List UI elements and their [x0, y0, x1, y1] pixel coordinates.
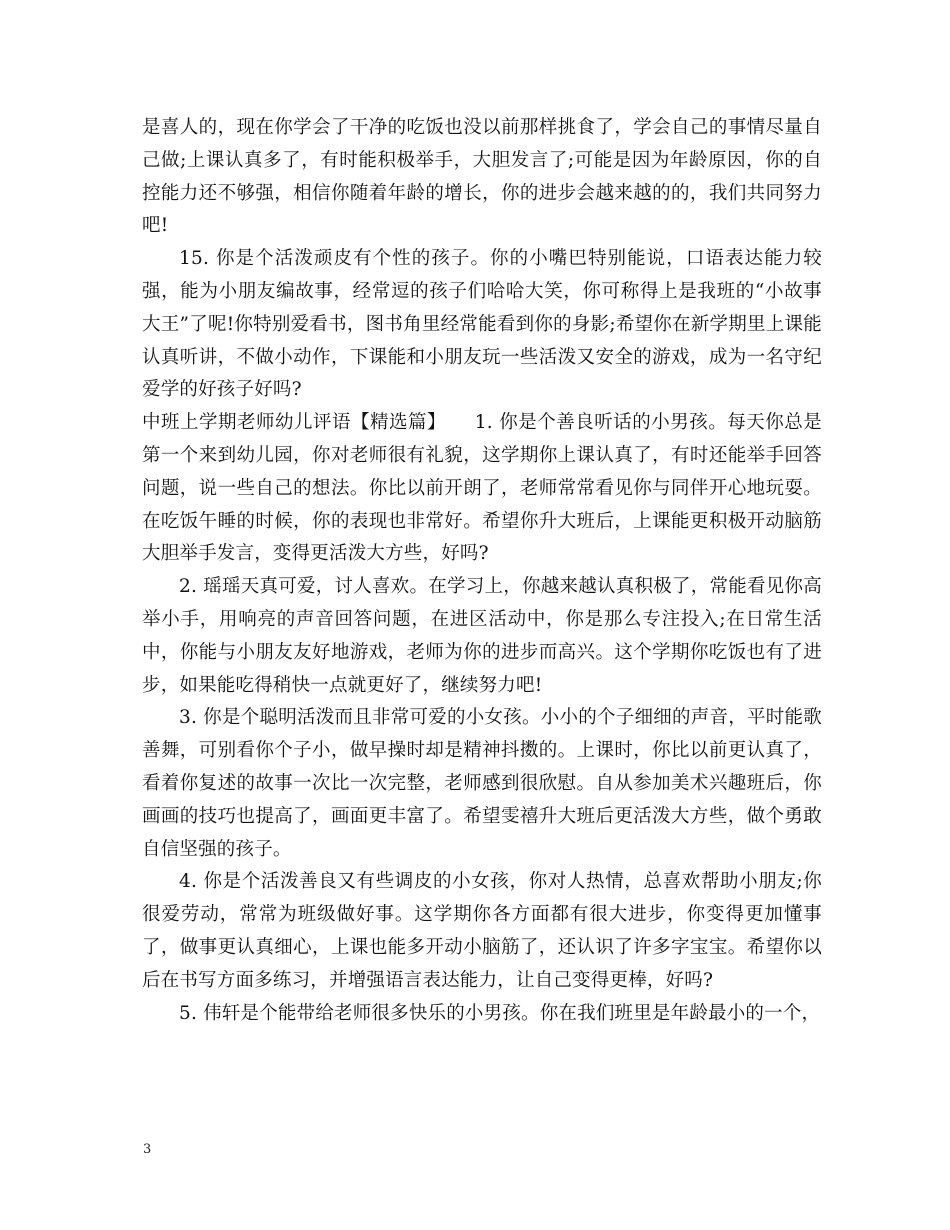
paragraph-comment-15: 15. 你是个活泼顽皮有个性的孩子。你的小嘴巴特别能说，口语表达能力较强，能为小朋友编故事，经常逗的孩子们哈哈大笑，你可称得上是我班的“小故事大王”了呢!你特别爱看书，图书角里经常能看到你的身影;希望你在新学期里上课能认真听讲，不做小动作，下课能和小朋友玩一些活泼又安全的游戏，成为一名守纪爱学的好孩子好吗? — [142, 248, 822, 401]
paragraph-comment-5: 5. 伟轩是个能带给老师很多快乐的小男孩。你在我们班里是年龄最小的一个， — [179, 1002, 821, 1024]
paragraph-comment-3: 3. 你是个聪明活泼而且非常可爱的小女孩。小小的个子细细的声音，平时能歌善舞，可别看你个子小，做早操时却是精神抖擞的。上课时，你比以前更认真了，看着你复述的故事一次比一次完整，老师感到很欣慰。自从参加美术兴趣班后，你画画的技巧也提高了，画面更丰富了。希望雯禧升大班后更活泼大方些，做个勇敢自信坚强的孩子。 — [142, 707, 823, 860]
paragraph-continuation: 是喜人的，现在你学会了干净的吃饭也没以前那样挑食了，学会自己的事情尽量自己做;上课认真多了，有时能积极举手，大胆发言了;可能是因为年龄原因，你的自控能力还不够强，相信你随着年龄的增长，你的进步会越来越的的，我们共同努力吧! — [142, 117, 822, 237]
document-body — [142, 112, 822, 1030]
page-number: 3 — [143, 1142, 152, 1157]
paragraph-comment-4: 4. 你是个活泼善良又有些调皮的小女孩，你对人热情，总喜欢帮助小朋友;你很爱劳动，常常为班级做好事。这学期你各方面都有很大进步，你变得更加懂事了，做事更认真细心，上课也能多开动小脑筋了，还认识了许多字宝宝。希望你以后在书写方面多练习，并增强语言表达能力，让自己变得更棒，好吗? — [142, 871, 822, 991]
paragraph-comment-2: 2. 瑶瑶天真可爱，讨人喜欢。在学习上，你越来越认真积极了，常能看见你高举小手，用响亮的声音回答问题，在进区活动中，你是那么专注投入;在日常生活中，你能与小朋友友好地游戏，老师为你的进步而高兴。这个学期你吃饭也有了进步，如果能吃得稍快一点就更好了，继续努力吧! — [142, 576, 823, 696]
paragraph-section-heading-comment-1: 中班上学期老师幼儿评语【精选篇】 1. 你是个善良听话的小男孩。每天你总是第一个来到幼儿园，你对老师很有礼貌，这学期你上课认真了，有时还能举手回答问题，说一些自己的想法。你比以前开朗了，老师常常看见你与同伴开心地玩耍。在吃饭午睡的时候，你的表现也非常好。希望你升大班后，上课能更积极开动脑筋大胆举手发言，变得更活泼大方些，好吗? — [142, 412, 822, 565]
